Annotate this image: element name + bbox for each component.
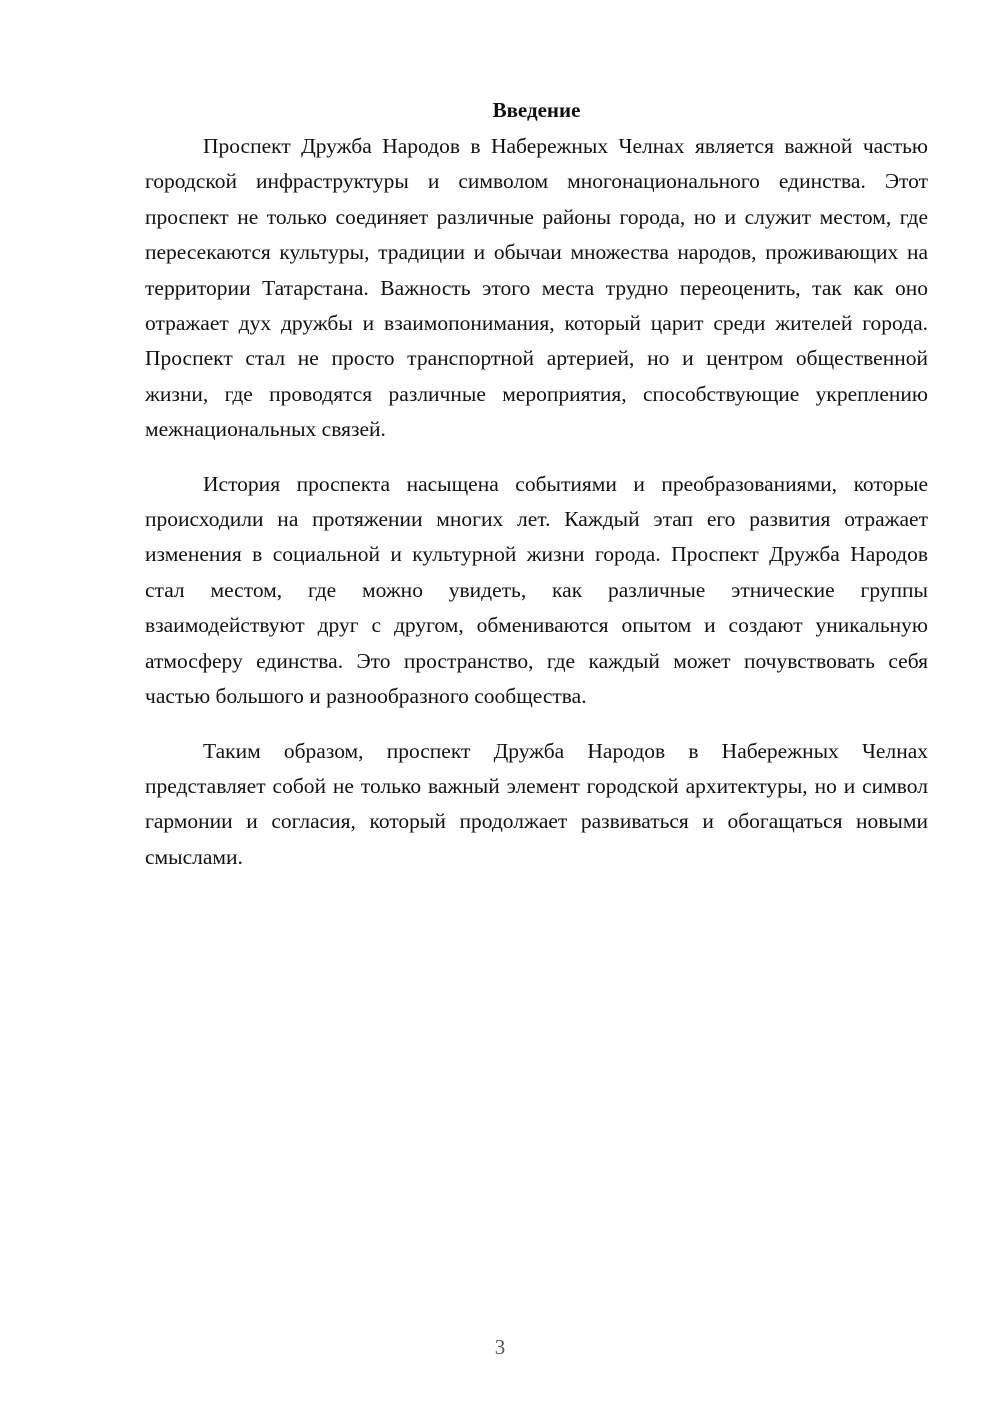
page-number: 3 — [494, 1335, 506, 1359]
paragraph-history: История проспекта насыщена событиями и преобразованиями, которые происходили на протяжении многих лет. Каждый этап его развития отражает изменения в социальной и культурной жизни города. Проспект Дружба Народов стал местом, где можно увидеть, как различные этнические группы взаимодействуют друг с другом, обмениваются опытом и создают уникальную атмосферу единства. Это пространство, где каждый может почувствовать себя частью большого и разнообразного сообщества. — [145, 471, 928, 709]
paragraph-intro: Проспект Дружба Народов в Набережных Челнах является важной частью городской инфраструктуры и символом многонационального единства. Этот проспект не только соединяет различные районы города, но и служит местом, где пересекаются культуры, традиции и обычаи множества народов, проживающих на территории Татарстана. Важность этого места трудно переоценить, так как оно отражает дух дружбы и взаимопонимания, который царит среди жителей города. Проспект стал не просто транспортной артерией, но и центром общественной жизни, где проводятся различные мероприятия, способствующие укреплению межнациональных связей. — [145, 134, 928, 442]
paragraph-conclusion: Таким образом, проспект Дружба Народов в Набережных Челнах представляет собой не только важный элемент городской архитектуры, но и символ гармонии и согласия, который продолжает развиваться и обогащаться новыми смыслами. — [145, 738, 928, 869]
section-title: Введение — [492, 98, 581, 122]
page-content — [145, 92, 928, 875]
